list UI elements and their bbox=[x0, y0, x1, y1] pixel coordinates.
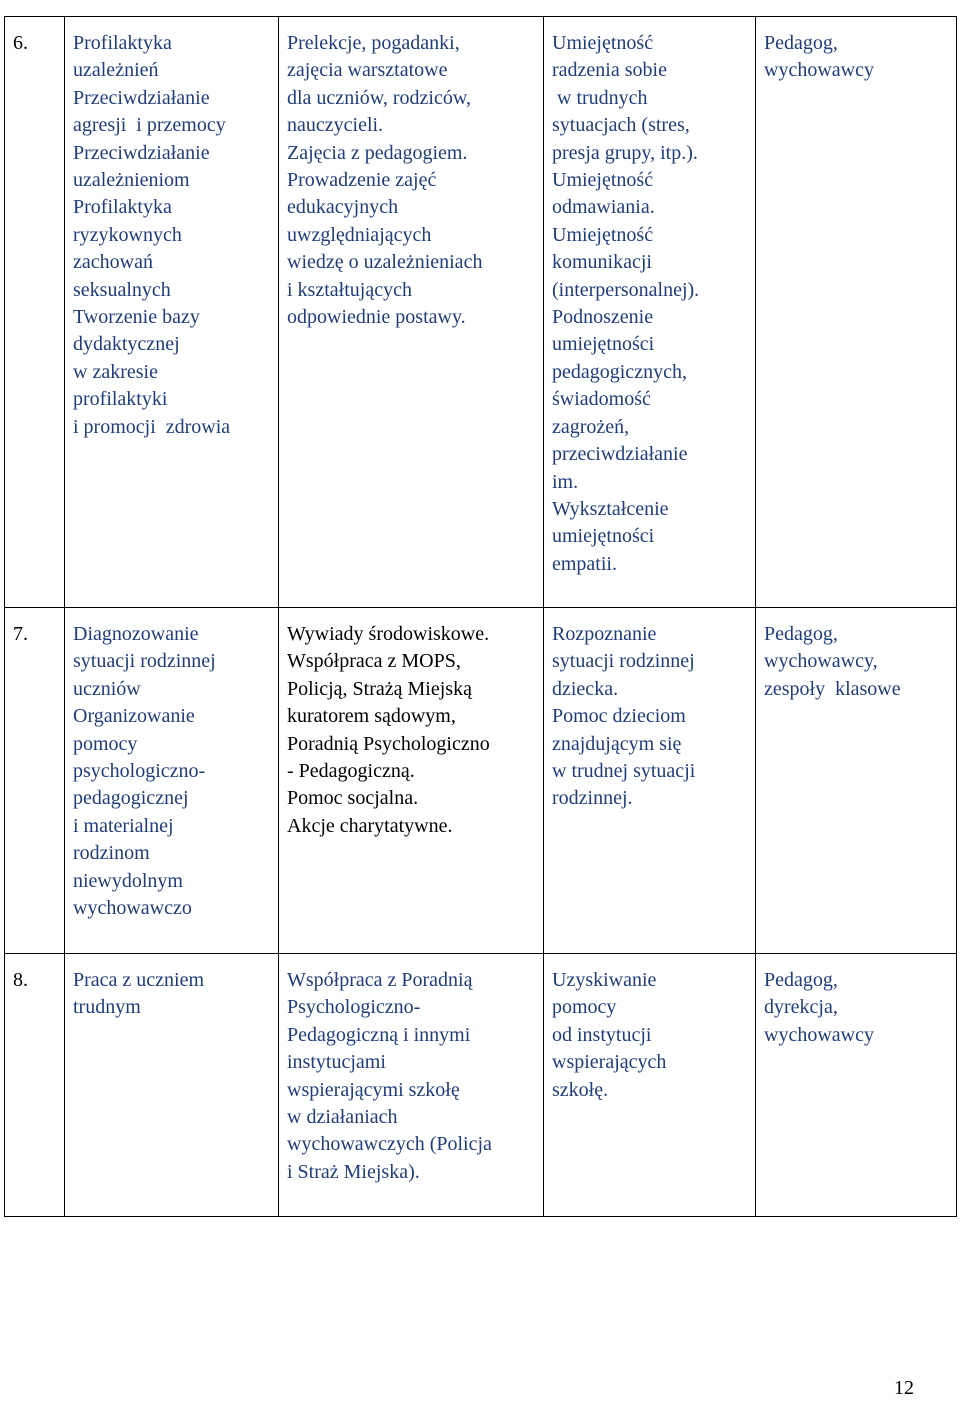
cell-line: w trudnej sytuacji bbox=[552, 760, 696, 783]
table-row bbox=[5, 954, 957, 1217]
responsible-cell bbox=[756, 17, 957, 608]
cell-line: Pedagog, bbox=[764, 32, 838, 54]
cell-line: komunikacji bbox=[552, 251, 652, 274]
cell-line: psychologiczno- bbox=[73, 760, 206, 783]
cell-line: w działaniach bbox=[287, 1106, 398, 1129]
cell-line: odmawiania. bbox=[552, 196, 655, 219]
cell-line: Umiejętność bbox=[552, 223, 654, 246]
cell-line: zachowań bbox=[73, 251, 153, 274]
cell-line: zajęcia warsztatowe bbox=[287, 59, 448, 82]
task-cell bbox=[65, 17, 279, 608]
cell-line: pomocy bbox=[73, 732, 138, 755]
forms-cell bbox=[279, 954, 544, 1217]
table-row bbox=[5, 17, 957, 608]
cell-line: Przeciwdziałanie bbox=[73, 141, 210, 164]
cell-line: niewydolnym bbox=[73, 869, 183, 892]
cell-line: odpowiednie postawy. bbox=[287, 306, 466, 329]
cell-line: sytuacji rodzinnej bbox=[73, 650, 216, 673]
cell-line: Organizowanie bbox=[73, 705, 195, 728]
effects-cell bbox=[544, 17, 756, 608]
cell-line: znajdującym się bbox=[552, 732, 682, 755]
cell-line: i kształtujących bbox=[287, 278, 412, 301]
cell-line: Poradnią Psychologiczno bbox=[287, 732, 490, 755]
cell-line: radzenia sobie bbox=[552, 59, 667, 82]
cell-line: - Pedagogiczną. bbox=[287, 760, 415, 783]
cell-line: Umiejętność bbox=[552, 169, 654, 192]
cell-line: edukacyjnych bbox=[287, 196, 399, 219]
cell-line: Prowadzenie zajęć bbox=[287, 169, 437, 192]
cell-line: umiejętności bbox=[552, 333, 655, 356]
cell-line: zagrożeń, bbox=[552, 415, 630, 438]
cell-line: umiejętności bbox=[552, 525, 655, 548]
cell-line: w trudnych bbox=[552, 86, 648, 109]
cell-line: presja grupy, itp.). bbox=[552, 141, 698, 164]
cell-line: szkołę. bbox=[552, 1078, 609, 1101]
cell-line: Pomoc socjalna. bbox=[287, 787, 419, 810]
cell-line: i materialnej bbox=[73, 814, 174, 837]
cell-line: wychowawcy, bbox=[764, 650, 878, 673]
cell-line: Diagnozowanie bbox=[73, 623, 199, 645]
cell-line: wiedzę o uzależnieniach bbox=[287, 251, 483, 274]
cell-line: Współpraca z MOPS, bbox=[287, 650, 461, 673]
row-number: 8. bbox=[13, 969, 28, 991]
cell-line: empatii. bbox=[552, 552, 617, 575]
row-number: 7. bbox=[13, 623, 28, 645]
cell-line: im. bbox=[552, 470, 579, 493]
responsible-cell bbox=[756, 608, 957, 954]
cell-line: w zakresie bbox=[73, 360, 158, 383]
cell-line: dla uczniów, rodziców, bbox=[287, 86, 472, 109]
row-number-cell bbox=[5, 17, 65, 608]
cell-line: Pedagog, bbox=[764, 623, 838, 645]
cell-line: pedagogicznych, bbox=[552, 360, 687, 383]
effects-cell bbox=[544, 608, 756, 954]
cell-line: wspierających bbox=[552, 1051, 667, 1074]
cell-line: seksualnych bbox=[73, 278, 171, 301]
cell-line: nauczycieli. bbox=[287, 114, 384, 137]
cell-line: Zajęcia z pedagogiem. bbox=[287, 141, 468, 164]
cell-line: wychowawcy bbox=[764, 59, 874, 82]
cell-line: uczniów bbox=[73, 677, 141, 700]
cell-line: ryzykownych bbox=[73, 223, 182, 246]
cell-line: Rozpoznanie bbox=[552, 623, 657, 645]
cell-line: rodzinom bbox=[73, 842, 150, 865]
cell-line: Policją, Strażą Miejską bbox=[287, 677, 472, 700]
cell-line: Tworzenie bazy bbox=[73, 306, 200, 329]
cell-line: instytucjami bbox=[287, 1051, 386, 1074]
cell-line: Przeciwdziałanie bbox=[73, 86, 210, 109]
cell-line: uzależnieniom bbox=[73, 169, 190, 192]
cell-line: dyrekcja, bbox=[764, 996, 838, 1019]
cell-line: od instytucji bbox=[552, 1023, 652, 1046]
cell-line: uwzględniających bbox=[287, 223, 432, 246]
program-table-body bbox=[5, 17, 957, 1217]
cell-line: Profilaktyka bbox=[73, 32, 172, 54]
cell-line: Wywiady środowiskowe. bbox=[287, 623, 490, 645]
page-number: 12 bbox=[894, 1377, 914, 1399]
task-cell bbox=[65, 608, 279, 954]
cell-line: Pomoc dzieciom bbox=[552, 705, 686, 728]
cell-line: wychowawczych (Policja bbox=[287, 1133, 492, 1156]
cell-line: przeciwdziałanie bbox=[552, 443, 688, 466]
row-number-cell bbox=[5, 954, 65, 1217]
cell-line: uzależnień bbox=[73, 59, 159, 82]
task-cell bbox=[65, 954, 279, 1217]
cell-line: Profilaktyka bbox=[73, 196, 172, 219]
cell-line: sytuacjach (stres, bbox=[552, 114, 690, 137]
forms-cell bbox=[279, 608, 544, 954]
program-table bbox=[4, 16, 957, 1217]
cell-line: Pedagogiczną i innymi bbox=[287, 1023, 471, 1046]
cell-line: i promocji zdrowia bbox=[73, 415, 231, 438]
cell-line: kuratorem sądowym, bbox=[287, 705, 456, 728]
cell-line: profilaktyki bbox=[73, 388, 168, 411]
cell-line: Współpraca z Poradnią bbox=[287, 969, 473, 991]
effects-cell bbox=[544, 954, 756, 1217]
cell-line: pomocy bbox=[552, 996, 617, 1019]
table-row bbox=[5, 608, 957, 954]
cell-line: świadomość bbox=[552, 388, 651, 411]
cell-line: wychowawcy bbox=[764, 1023, 874, 1046]
cell-line: i Straż Miejska). bbox=[287, 1160, 420, 1183]
cell-line: wspierającymi szkołę bbox=[287, 1078, 460, 1101]
cell-line: Prelekcje, pogadanki, bbox=[287, 32, 460, 54]
forms-cell bbox=[279, 17, 544, 608]
cell-line: pedagogicznej bbox=[73, 787, 189, 810]
cell-line: Pedagog, bbox=[764, 969, 838, 991]
cell-line: Wykształcenie bbox=[552, 497, 669, 520]
cell-line: agresji i przemocy bbox=[73, 114, 226, 137]
responsible-cell bbox=[756, 954, 957, 1217]
cell-line: rodzinnej. bbox=[552, 787, 633, 810]
row-number: 6. bbox=[13, 32, 28, 54]
cell-line: Praca z uczniem bbox=[73, 969, 205, 991]
cell-line: Psychologiczno- bbox=[287, 996, 421, 1019]
cell-line: trudnym bbox=[73, 996, 141, 1019]
cell-line: Umiejętność bbox=[552, 32, 654, 54]
cell-line: wychowawczo bbox=[73, 897, 192, 920]
row-number-cell bbox=[5, 608, 65, 954]
cell-line: sytuacji rodzinnej bbox=[552, 650, 695, 673]
cell-line: Akcje charytatywne. bbox=[287, 814, 453, 837]
cell-line: zespoły klasowe bbox=[764, 677, 901, 700]
cell-line: Podnoszenie bbox=[552, 306, 654, 329]
cell-line: dydaktycznej bbox=[73, 333, 180, 356]
cell-line: dziecka. bbox=[552, 677, 619, 700]
cell-line: Uzyskiwanie bbox=[552, 969, 657, 991]
cell-line: (interpersonalnej). bbox=[552, 278, 700, 301]
